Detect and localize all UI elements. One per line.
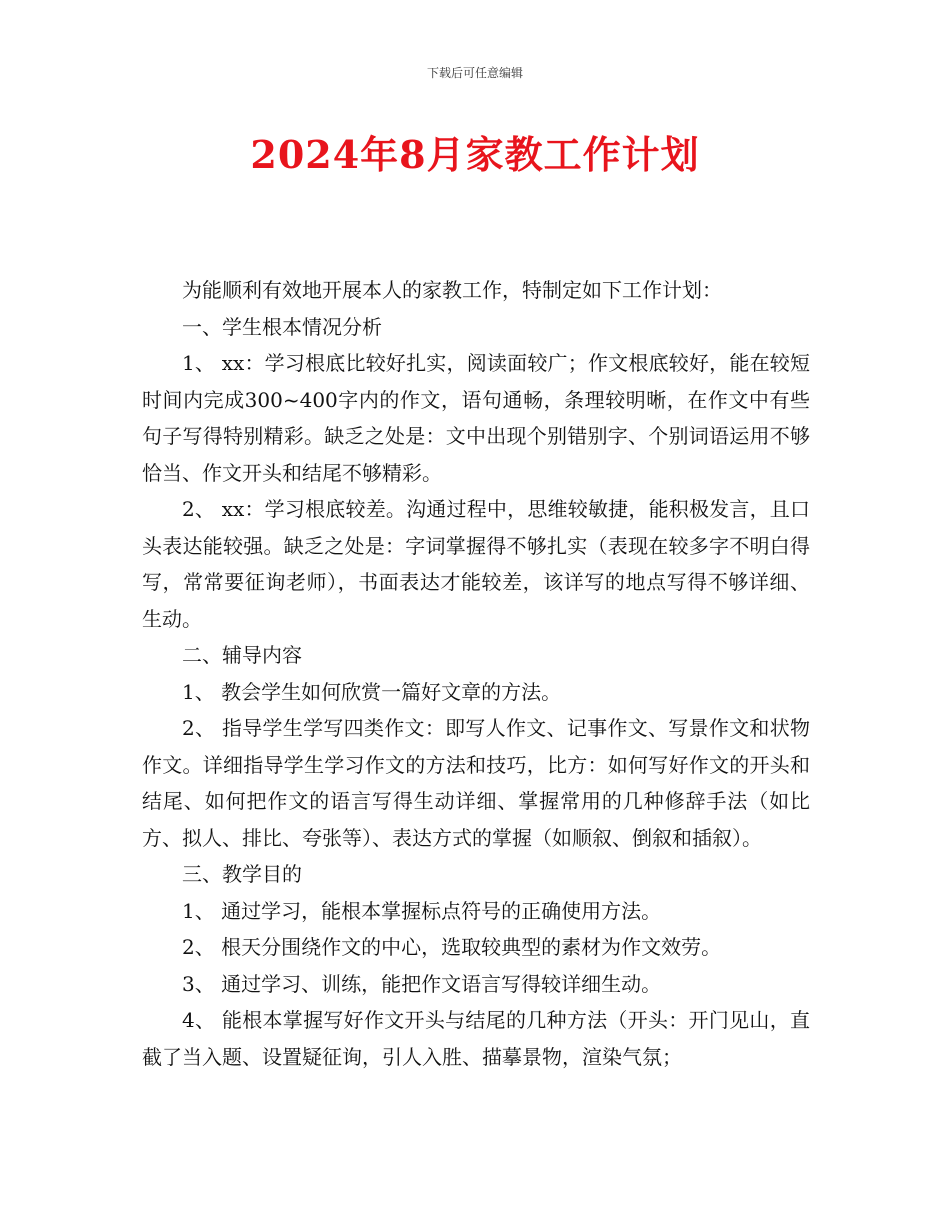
- section-heading-3: 三、教学目的: [182, 862, 302, 886]
- paragraph-content-2: 2、 指导学生学写四类作文：即写人作文、记事作文、写景作文和状物作文。详细指导学生学习作文的方法和技巧，比方：如何写好作文的开头和结尾、如何把作文的语言写得生动详细、掌握常用的几种修辞手法（如比方、拟人、排比、夸张等）、表达方式的掌握（如顺叙、倒叙和插叙）。: [142, 716, 810, 850]
- paragraph-student-2: 2、 xx：学习根底较差。沟通过程中，思维较敏捷，能积极发言，且口头表达能较强。缺乏之处是：字词掌握得不够扎实（表现在较多字不明白得写，常常要征询老师），书面表达才能较差，该详写的地点写得不够详细、生动。: [142, 497, 810, 631]
- document-title: 2024年8月家教工作计划: [250, 132, 700, 177]
- section-heading-1: 一、学生根本情况分析: [182, 314, 382, 339]
- paragraph-goal-3: 3、 通过学习、训练，能把作文语言写得较详细生动。: [182, 971, 662, 996]
- header-note: 下载后可任意编辑: [426, 66, 523, 80]
- section-heading-2: 二、辅导内容: [182, 643, 302, 667]
- paragraph-student-1: 1、 xx：学习根底比较好扎实，阅读面较广；作文根底较好，能在较短时间内完成300~400字内的作文，语句通畅，条理较明晰，在作文中有些句子写得特别精彩。缺乏之处是：文中出现个别错别字、个别词语运用不够恰当、作文开头和结尾不够精彩。: [142, 351, 810, 485]
- paragraph-goal-1: 1、 通过学习，能根本掌握标点符号的正确使用方法。: [182, 898, 662, 923]
- paragraph-goal-4: 4、 能根本掌握写好作文开头与结尾的几种方法（开头：开门见山，直截了当入题、设置疑征询，引人入胜、描摹景物，渲染气氛；: [142, 1008, 810, 1069]
- paragraph-intro: 为能顺利有效地开展本人的家教工作，特制定如下工作计划：: [182, 278, 722, 302]
- paragraph-goal-2: 2、 根天分围绕作文的中心，选取较典型的素材为作文效劳。: [182, 935, 722, 959]
- document-body: [142, 272, 810, 1075]
- paragraph-content-1: 1、 教会学生如何欣赏一篇好文章的方法。: [182, 679, 562, 704]
